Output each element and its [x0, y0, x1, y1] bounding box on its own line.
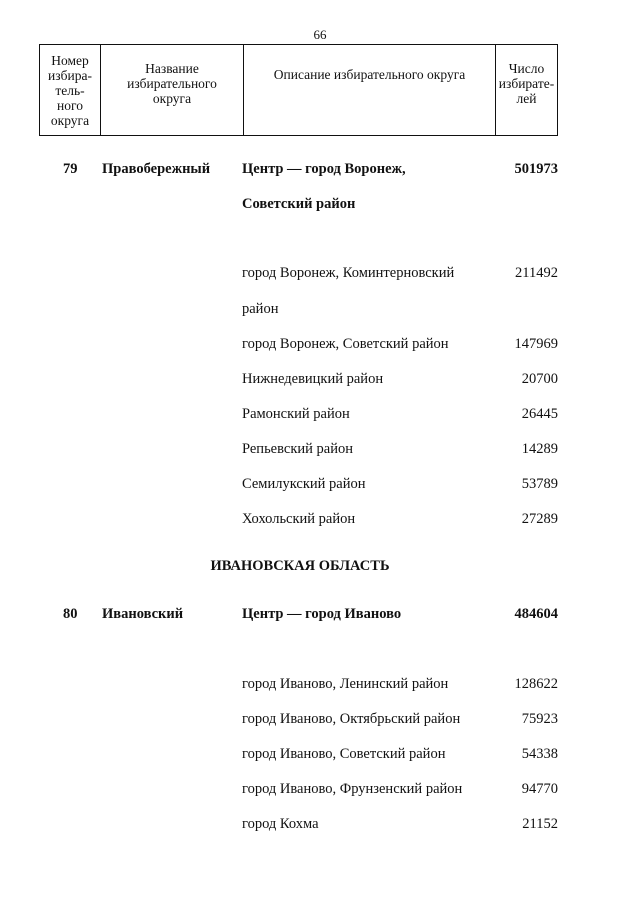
district-name: Ивановский: [102, 606, 184, 622]
column-header-name: Название избирательного округа: [101, 45, 244, 136]
column-header-number: Номер избира- тель- ного округа: [40, 45, 101, 136]
list-item: Семилукский район 53789: [242, 476, 558, 492]
list-item: город Иваново, Ленинский район 128622: [242, 676, 558, 692]
district-center: Центр — город Воронеж,: [242, 161, 406, 177]
district-number: 79: [63, 161, 78, 177]
list-item: Репьевский район 14289: [242, 441, 558, 457]
list-item: Рамонский район 26445: [242, 406, 558, 422]
district-80-row: [0, 604, 640, 624]
list-item: город Воронеж, Коминтерновский 211492: [242, 265, 558, 281]
district-center-line2: Советский район: [242, 196, 356, 212]
list-item: город Иваново, Фрунзенский район 94770: [242, 781, 558, 797]
district-79-row: [0, 159, 640, 179]
list-item: город Иваново, Советский район 54338: [242, 746, 558, 762]
district-center: Центр — город Иваново: [242, 606, 402, 622]
district-number: 80: [63, 606, 78, 622]
list-item-continued: район: [242, 301, 279, 317]
district-79-center-continued: [0, 194, 640, 214]
list-item: город Иваново, Октябрьский район 75923: [242, 711, 558, 727]
list-item: город Кохма 21152: [242, 816, 558, 832]
district-total: 501973: [514, 161, 558, 177]
region-title: ИВАНОВСКАЯ ОБЛАСТЬ: [210, 558, 390, 574]
table-header: [39, 44, 558, 136]
district-name: Правобережный: [102, 161, 211, 177]
column-header-voters: Число избирате- лей: [496, 45, 558, 136]
page-number: 66: [313, 27, 327, 42]
list-item: город Воронеж, Советский район 147969: [242, 336, 558, 352]
column-header-description: Описание избирательного округа: [244, 45, 496, 136]
list-item: Хохольский район 27289: [242, 511, 558, 527]
district-total: 484604: [514, 606, 558, 622]
list-item: Нижнедевицкий район 20700: [242, 371, 558, 387]
